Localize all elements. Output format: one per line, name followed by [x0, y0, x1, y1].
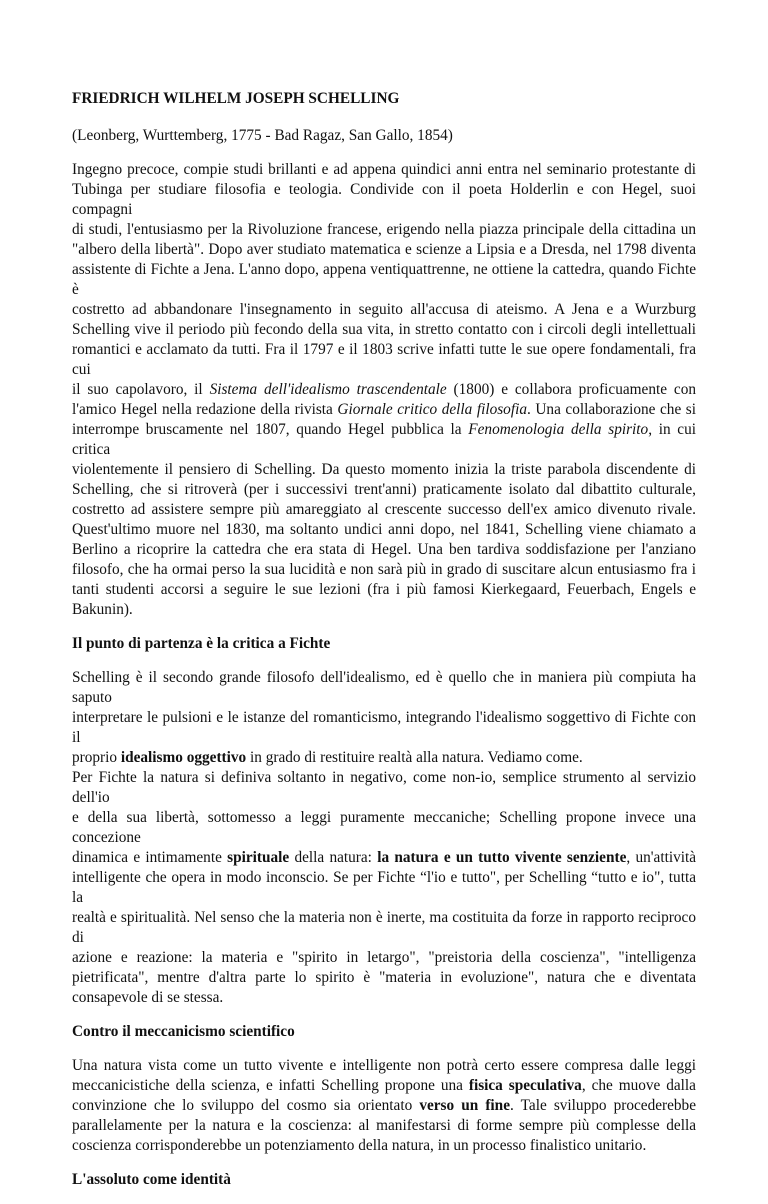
text-line — [72, 1076, 696, 1096]
text-line: coscienza corrisponderebbe un potenziamento della natura, in un processo finalistico unitario. — [72, 1137, 647, 1154]
text-run: in grado di restituire realtà alla natura. Vediamo come. — [246, 749, 583, 766]
bold-term: la natura e un tutto vivente senziente — [377, 849, 627, 866]
text-run: , che muove dalla — [581, 1077, 696, 1094]
text-line: intelligente che opera in modo inconscio. Se per Fichte “l'io e tutto", per Schelling “tutto e io", tutta la — [72, 869, 696, 906]
text-run: della natura: — [289, 849, 378, 866]
text-run: dinamica e intimamente — [72, 849, 228, 866]
text-line: Berlino a ricoprire la cattedra che era stata di Hegel. Una ben tardiva soddisfazione per l'anziano — [72, 541, 696, 558]
text-line: tanti studenti accorsi a seguire le sue lezioni (fra i più famosi Kierkegaard, Feuerbach, Engels e — [72, 581, 696, 598]
text-line: parallelamente per la natura e la coscienza: al manifestarsi di forme sempre più complesse della — [72, 1117, 696, 1134]
text-run: (1800) e collabora proficuamente con — [446, 381, 696, 398]
bold-term: spirituale — [227, 849, 290, 866]
text-run: interrompe bruscamente nel 1807, quando Hegel pubblica la — [72, 421, 469, 438]
text-run: . Tale sviluppo procederebbe — [509, 1097, 696, 1114]
work-title-italic: Fenomenologia della spirito — [468, 421, 649, 438]
text-line: Per Fichte la natura si definiva soltanto in negativo, come non-io, semplice strumento al servizio dell'io — [72, 769, 696, 806]
text-run: . Una collaborazione che si — [526, 401, 696, 418]
text-run: il suo capolavoro, il — [72, 381, 210, 398]
document-page — [72, 89, 696, 1204]
text-line: consapevole di se stessa. — [72, 989, 224, 1006]
meccanicismo-paragraph — [72, 1056, 696, 1156]
text-line — [72, 848, 696, 868]
text-run: convinzione che lo sviluppo del cosmo sia orientato — [72, 1097, 420, 1114]
text-line: assistente di Fichte a Jena. L'anno dopo, appena ventiquattrenne, ne ottiene la cattedra, quando Fichte è — [72, 261, 696, 298]
text-line: Schelling è il secondo grande filosofo dell'idealismo, ed è quello che in maniera più compiuta ha saputo — [72, 669, 696, 706]
text-line — [72, 380, 696, 400]
text-run: , un'attività — [626, 849, 697, 866]
bold-term: fisica speculativa — [468, 1077, 582, 1094]
text-run: l'amico Hegel nella redazione della rivista — [72, 401, 338, 418]
section-heading-critica-fichte: Il punto di partenza è la critica a Fichte — [72, 635, 331, 652]
bold-term: idealismo oggettivo — [120, 749, 247, 766]
journal-title-italic: Giornale critico della filosofia — [337, 401, 527, 418]
text-line: Bakunin). — [72, 601, 133, 618]
critica-fichte-paragraph — [72, 668, 696, 1008]
text-line — [72, 748, 696, 768]
text-line: Schelling vive il periodo più fecondo della sua vita, in stretto contatto con i circoli degli intellettuali — [72, 321, 696, 338]
section-heading-meccanicismo: Contro il meccanicismo scientifico — [72, 1023, 295, 1040]
text-run: meccanicistiche della scienza, e infatti Schelling propone una — [72, 1077, 469, 1094]
bold-term: verso un fine — [419, 1097, 510, 1114]
text-line — [72, 1096, 696, 1116]
text-line: costretto ad abbandonare l'insegnamento in seguito all'accusa di ateismo. A Jena e a Wurzburg — [72, 301, 696, 318]
text-line — [72, 400, 696, 420]
text-run: proprio — [72, 749, 121, 766]
document-subtitle: (Leonberg, Wurttemberg, 1775 - Bad Ragaz, San Gallo, 1854) — [72, 127, 453, 144]
text-line: Una natura vista come un tutto vivente e intelligente non potrà certo essere compresa dalle leggi — [72, 1057, 696, 1074]
text-line: azione e reazione: la materia e "spirito in letargo", "preistoria della coscienza", "intelligenza — [72, 949, 696, 966]
text-line — [72, 420, 696, 460]
text-line: Ingegno precoce, compie studi brillanti e ad appena quindici anni entra nel seminario protestante di — [72, 161, 696, 178]
text-line: "albero della libertà". Dopo aver studiato matematica e scienze a Lipsia e a Dresda, nel 1798 diventa — [72, 241, 696, 258]
text-line: interpretare le pulsioni e le istanze del romanticismo, integrando l'idealismo soggettivo di Fichte con il — [72, 709, 696, 746]
document-title: FRIEDRICH WILHELM JOSEPH SCHELLING — [72, 90, 400, 107]
text-line: Tubinga per studiare filosofia e teologia. Condivide con il poeta Holderlin e con Hegel, suoi compagni — [72, 181, 696, 218]
text-line: di studi, l'entusiasmo per la Rivoluzione francese, erigendo nella piazza principale della cittadina un — [72, 221, 696, 238]
text-run: , in cui critica — [72, 421, 696, 458]
section-heading-assoluto: L'assoluto come identità — [72, 1171, 231, 1188]
biography-paragraph — [72, 160, 696, 620]
text-line: filosofo, che ha ormai perso la sua lucidità e non sarà più in grado di suscitare alcun entusiasmo fra i — [72, 561, 696, 578]
text-line: e della sua libertà, sottomesso a leggi puramente meccaniche; Schelling propone invece una concezione — [72, 809, 696, 846]
text-line: costretto ad assistere sempre più amareggiato al crescente successo dell'ex amico divenuto rivale. — [72, 501, 696, 518]
text-line: romantici e acclamato da tutti. Fra il 1797 e il 1803 scrive infatti tutte le sue opere fondamentali, fra cui — [72, 341, 696, 378]
text-line: Schelling, che si ritroverà (per i successivi trent'anni) praticamente isolato dal dibattito culturale, — [72, 481, 696, 498]
text-line: pietrificata", mentre d'altra parte lo spirito è "materia in evoluzione", natura che e diventata — [72, 969, 696, 986]
work-title-italic: Sistema dell'idealismo trascendentale — [209, 381, 447, 398]
text-line: Quest'ultimo muore nel 1830, ma soltanto undici anni dopo, nel 1841, Schelling viene chiamato a — [72, 521, 696, 538]
text-line: realtà e spiritualità. Nel senso che la materia non è inerte, ma costituita da forze in rapporto reciproco di — [72, 909, 696, 946]
text-line: violentemente il pensiero di Schelling. Da questo momento inizia la triste parabola discendente di — [72, 461, 696, 478]
